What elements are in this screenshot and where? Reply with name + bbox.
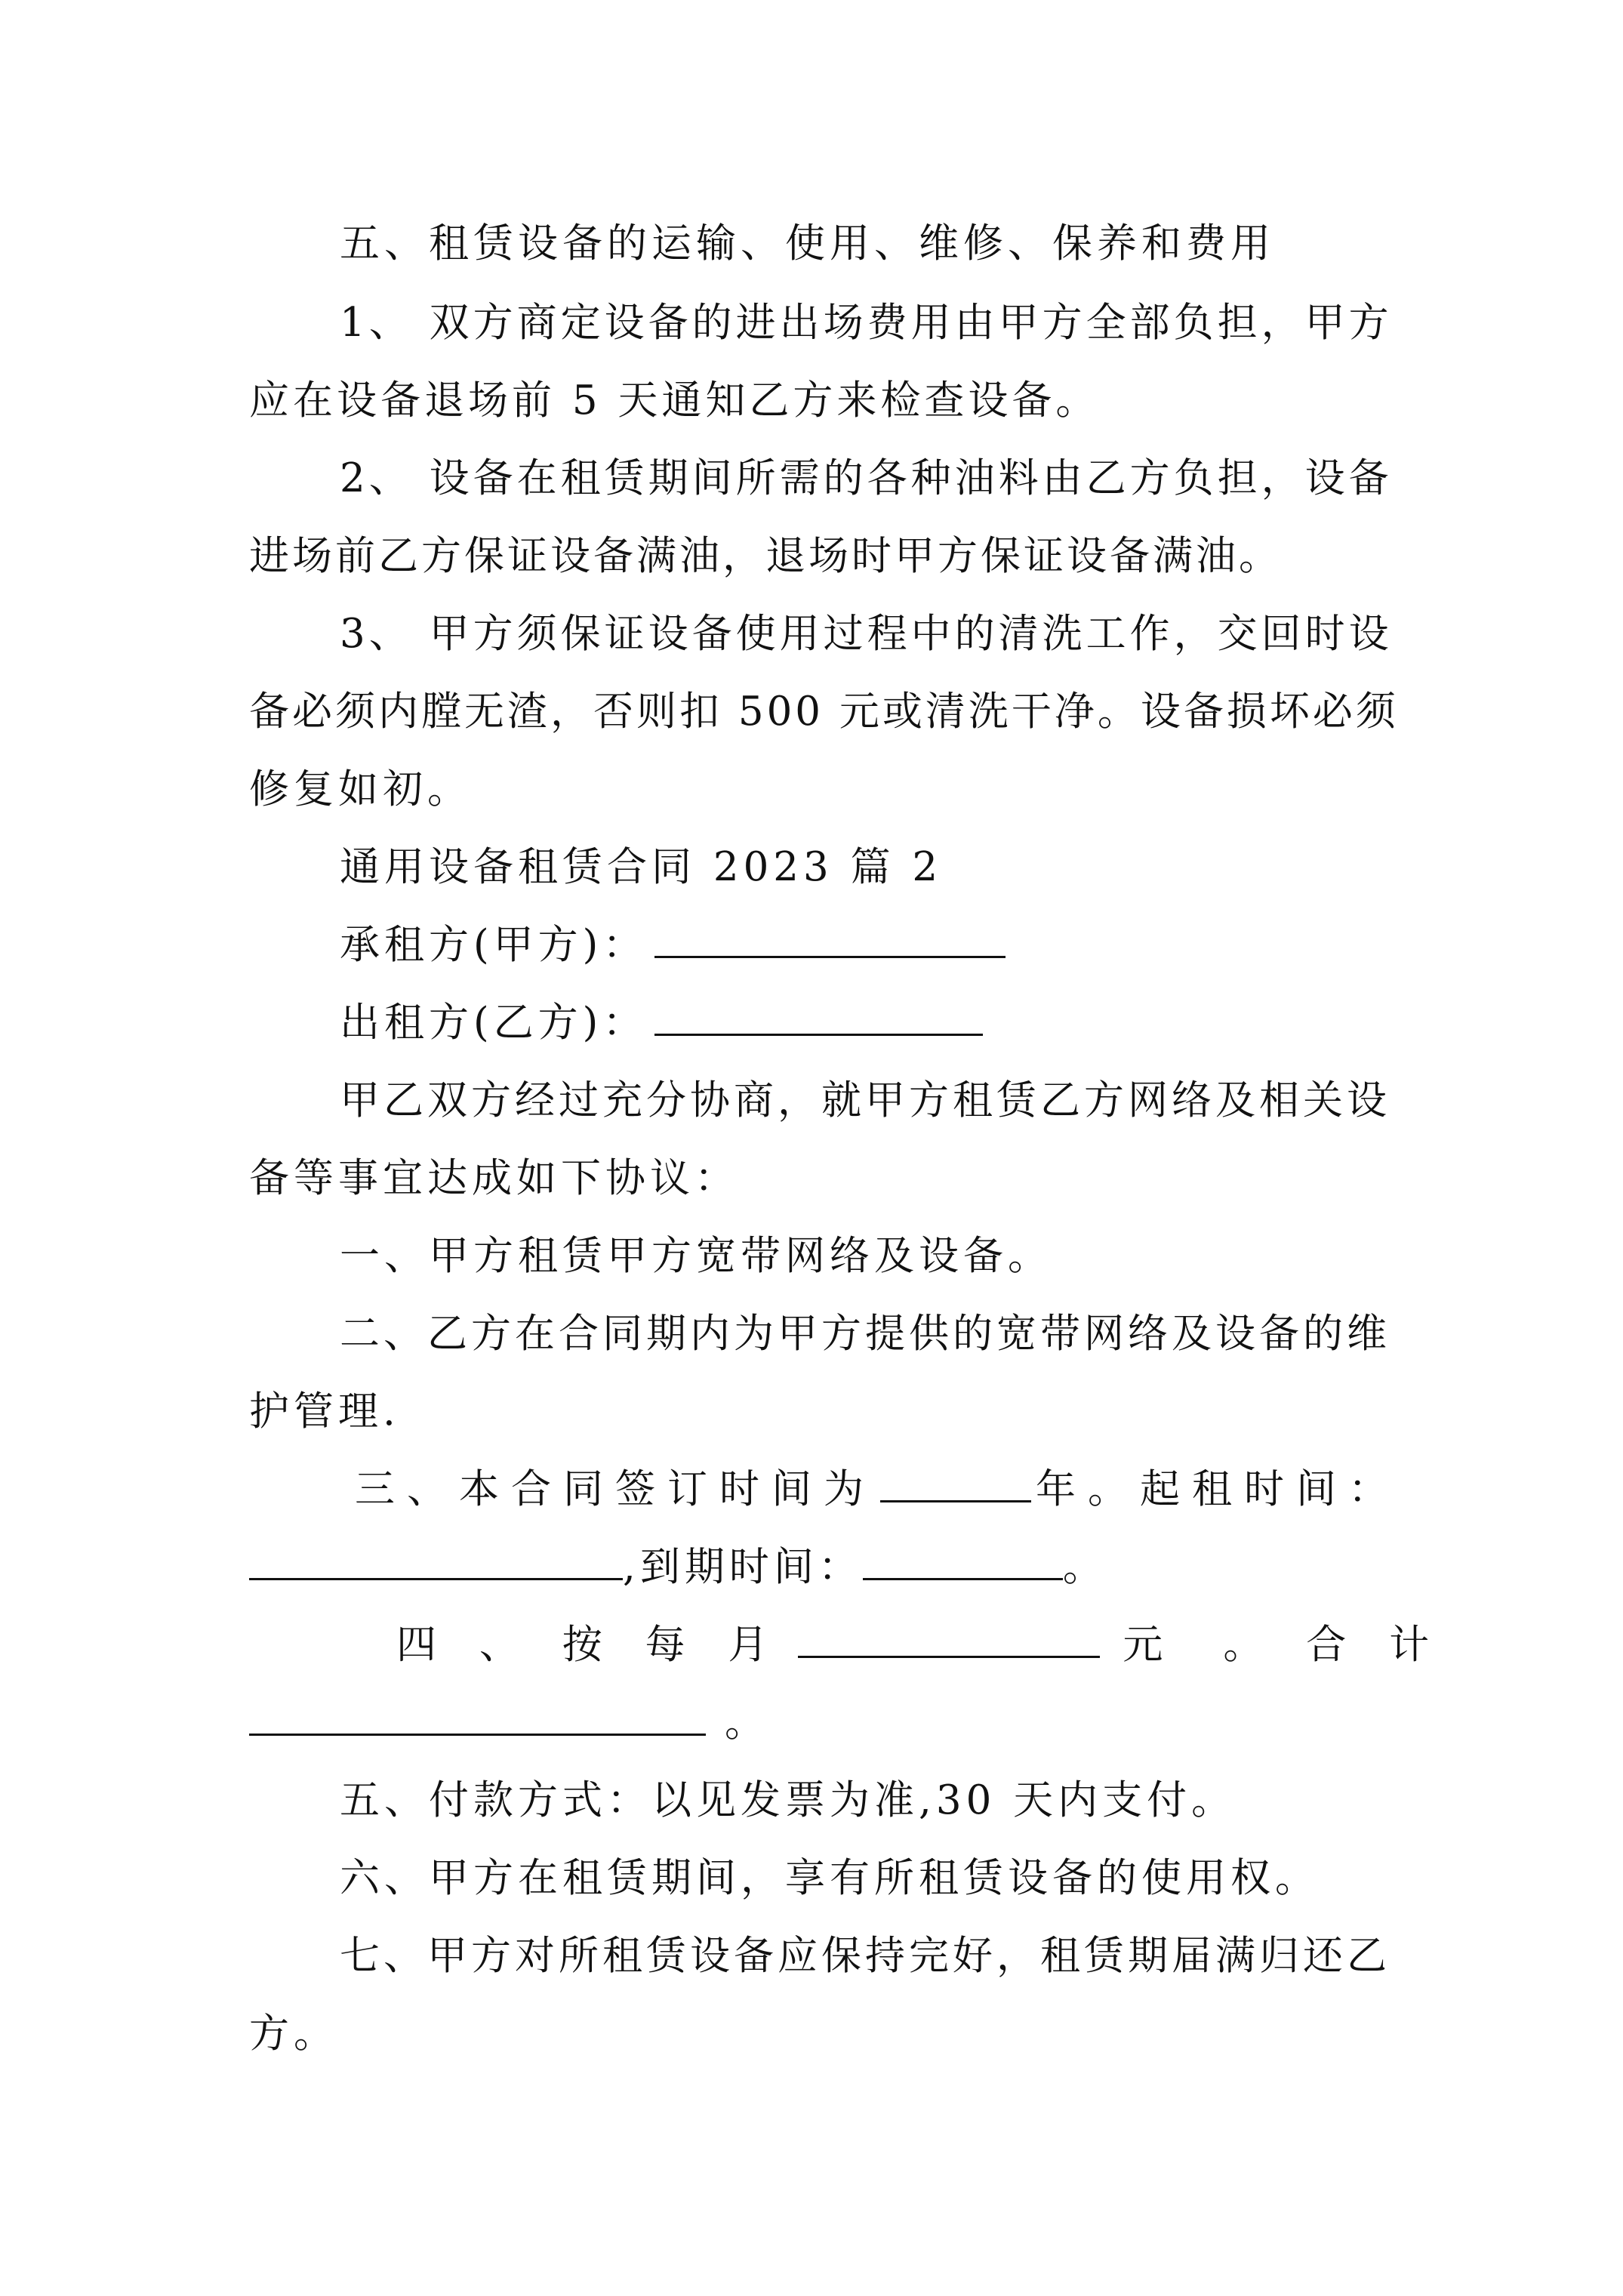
intro-line-1: 甲乙双方经过充分协商，就甲方租赁乙方网络及相关设: [340, 1077, 1390, 1123]
clause-3-line-3: 修复如初。: [249, 766, 472, 812]
article-3-text-d: 。: [1062, 1544, 1107, 1590]
section-heading: 五、租赁设备的运输、使用、维修、保养和费用: [340, 220, 1275, 267]
clause-1-line-2: 应在设备退场前 5 天通知乙方来检查设备。: [249, 378, 1100, 424]
lessee-blank: [654, 909, 1006, 958]
lessee-label: 承租方(甲方)：: [340, 922, 648, 968]
article-3-text-c: ,到期时间：: [623, 1544, 863, 1590]
article-2-line-1: 二、乙方在合同期内为甲方提供的宽带网络及设备的维: [340, 1311, 1390, 1357]
lessor-line: [340, 983, 983, 1063]
article-3-text-b: 年。起租时间：: [1036, 1466, 1400, 1512]
clause-2-line-2: 进场前乙方保证设备满油，退场时甲方保证设备满油。: [249, 533, 1282, 579]
article-4-text-b: 元: [1123, 1622, 1178, 1668]
clause-3-line-2: 备必须内膛无渣，否则扣 500 元或清洗干净。设备损坏必须: [249, 689, 1399, 735]
contract-title: 通用设备租赁合同 2023 篇 2: [340, 844, 943, 890]
total-amount-blank: [249, 1687, 706, 1736]
term-years-blank: [880, 1453, 1031, 1502]
article-6: 六、甲方在租赁期间，享有所租赁设备的使用权。: [340, 1855, 1320, 1901]
article-4-line-1: [396, 1605, 1444, 1685]
intro-line-2: 备等事宜达成如下协议：: [249, 1155, 739, 1201]
monthly-amount-blank: [798, 1609, 1100, 1658]
end-date-blank: [863, 1531, 1063, 1580]
clause-3-line-1: 3、 甲方须保证设备使用过程中的清洗工作，交回时设: [340, 611, 1393, 657]
article-2-line-2: 护管理.: [249, 1388, 400, 1435]
lessor-blank: [654, 987, 983, 1036]
article-3-text-a: 三、本合同签订时间为: [355, 1466, 876, 1512]
clause-2-line-1: 2、 设备在租赁期间所需的各种油料由乙方负担，设备: [340, 455, 1393, 501]
article-7-line-2: 方。: [249, 2011, 338, 2057]
article-7-line-1: 七、甲方对所租赁设备应保持完好，租赁期届满归还乙: [340, 1933, 1390, 1979]
article-3-line-2: [249, 1527, 1107, 1607]
lessor-label: 出租方(乙方)：: [340, 1000, 648, 1046]
article-4-text-d: 。: [725, 1700, 769, 1746]
article-1: 一、甲方租赁甲方宽带网络及设备。: [340, 1233, 1052, 1279]
article-4-line-2: [249, 1683, 769, 1763]
article-5: 五、付款方式：以见发票为准,30 天内支付。: [340, 1777, 1236, 1823]
start-date-blank: [249, 1531, 623, 1580]
lessee-line: [340, 905, 1006, 985]
article-4-text-a: 四 、 按 每 月: [396, 1622, 784, 1668]
article-3-line-1: [355, 1450, 1400, 1530]
clause-1-line-1: 1、 双方商定设备的进出场费用由甲方全部负担，甲方: [340, 300, 1393, 346]
article-4-text-c: 。 合 计: [1223, 1622, 1445, 1668]
